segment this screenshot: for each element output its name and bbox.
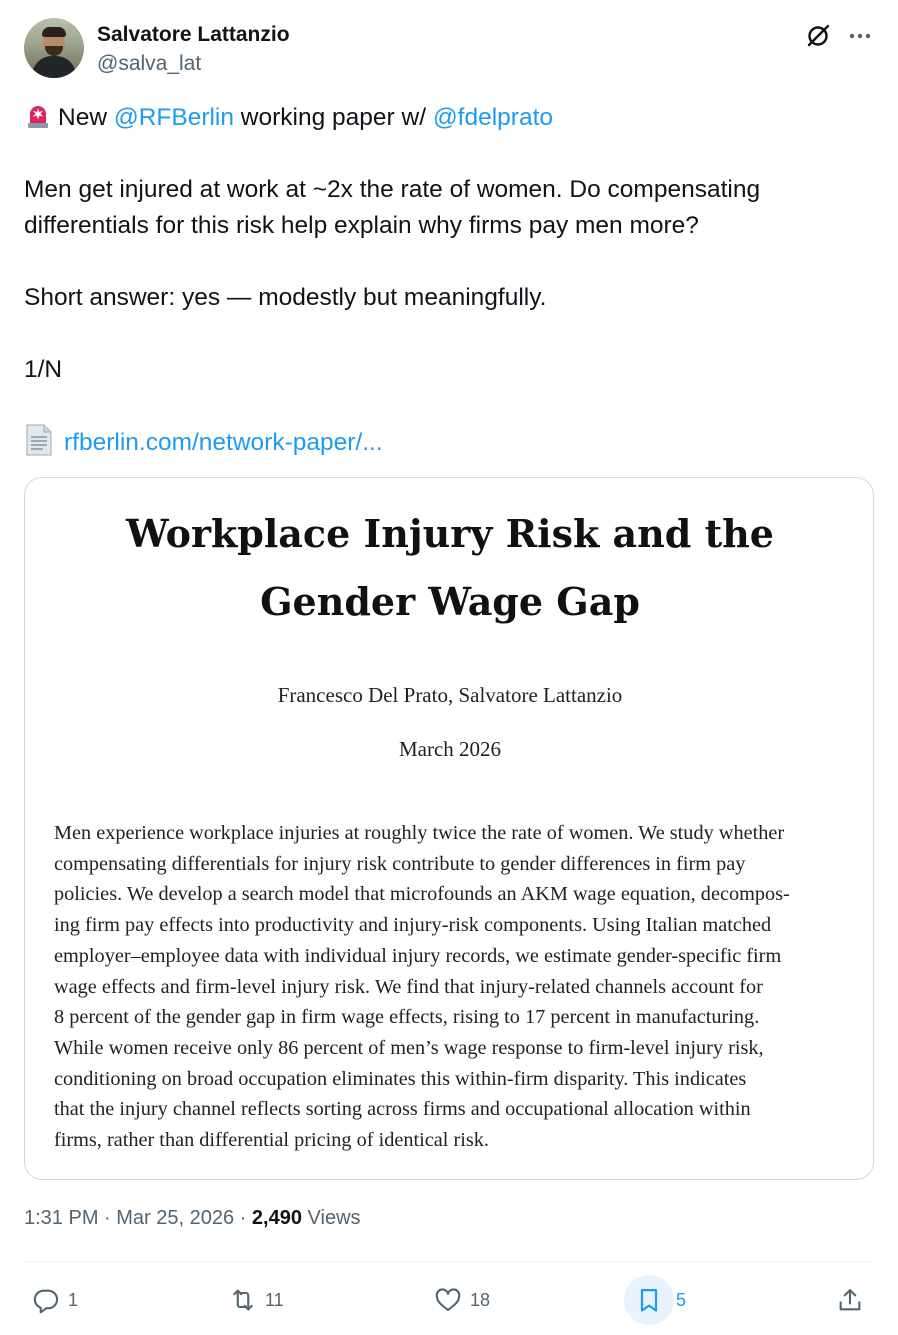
document-emoji-icon (24, 424, 54, 456)
like-icon (434, 1286, 462, 1314)
mention-fdelprato[interactable]: @fdelprato (432, 104, 554, 131)
tweet-text (24, 100, 874, 461)
tweet-para2-line2: differentials for this risk help explain why firms pay men more? (24, 212, 699, 239)
like-button[interactable] (434, 1276, 490, 1324)
views-label[interactable]: Views (301, 1207, 361, 1229)
tweet-para3: Short answer: yes — modestly but meaningfully. (24, 284, 547, 311)
tweet-meta (24, 1207, 361, 1230)
action-bar (24, 1276, 874, 1324)
tweet-para4: 1/N (24, 356, 63, 383)
tweet-header (24, 18, 874, 80)
tweet-date[interactable]: Mar 25, 2026 (116, 1207, 235, 1229)
share-icon (836, 1286, 864, 1314)
views-count[interactable]: 2,490 (251, 1207, 302, 1229)
bookmark-icon (635, 1286, 663, 1314)
paper-abstract (54, 818, 850, 1156)
abstract-line: policies. We develop a search model that microfounds an AKM wage equation, decompos- (54, 883, 790, 906)
abstract-line: Men experience workplace injuries at roughly twice the rate of women. We study whether (54, 822, 785, 844)
author-handle[interactable]: @salva_lat (97, 52, 202, 75)
like-count: 18 (470, 1289, 491, 1310)
abstract-line: 8 percent of the gender gap in firm wage effects, rising to 17 percent in manufacturing. (54, 1006, 760, 1029)
author-name[interactable]: Salvatore Lattanzio (97, 23, 290, 46)
grok-icon[interactable] (804, 22, 832, 50)
abstract-line: wage effects and firm-level injury risk. We find that injury-related channels account for (54, 975, 763, 998)
tweet-para2-line1: Men get injured at work at ~2x the rate of women. Do compensating (24, 176, 761, 203)
tweet-time[interactable]: 1:31 PM (24, 1207, 99, 1229)
meta-separator: · (234, 1207, 252, 1229)
abstract-line: employer–employee data with individual injury records, we estimate gender-specific firm (54, 944, 782, 967)
paper-image-card[interactable] (24, 477, 874, 1180)
paper-link[interactable]: rfberlin.com/network-paper/... (64, 429, 383, 456)
abstract-line: firms, rather than differential pricing of identical risk. (54, 1129, 489, 1152)
abstract-line: conditioning on broad occupation eliminates this within-firm disparity. This indicates (54, 1067, 747, 1090)
paper-title-line1: Workplace Injury Risk and the (126, 511, 774, 556)
meta-separator: · (98, 1207, 117, 1229)
divider (24, 1261, 874, 1262)
bookmark-button[interactable] (624, 1276, 686, 1324)
bookmark-count: 5 (676, 1289, 687, 1310)
abstract-line: that the injury channel reflects sorting across firms and occupational allocation within (54, 1098, 751, 1121)
tweet-link-line (24, 424, 874, 461)
avatar[interactable] (24, 18, 84, 78)
tweet-line1-pre: New (58, 104, 114, 131)
abstract-line: While women receive only 86 percent of men’s wage response to firm-level injury risk, (54, 1036, 764, 1059)
tweet-line1-mid: working paper w/ (234, 104, 433, 131)
more-icon[interactable] (846, 22, 874, 50)
reply-button[interactable] (32, 1276, 78, 1324)
repost-icon (229, 1286, 257, 1314)
abstract-line: compensating differentials for injury risk contribute to gender differences in firm pay (54, 852, 746, 875)
paper-title-line2: Gender Wage Gap (260, 579, 640, 624)
share-button[interactable] (836, 1276, 864, 1324)
abstract-line: ing firm pay effects into productivity and injury-risk components. Using Italian matched (54, 914, 772, 937)
paper-authors: Francesco Del Prato, Salvatore Lattanzio (277, 683, 623, 707)
reply-count: 1 (68, 1289, 79, 1310)
mention-rfberlin[interactable]: @RFBerlin (113, 104, 234, 131)
tweet-line-1 (24, 100, 874, 136)
repost-count: 11 (265, 1289, 284, 1310)
repost-button[interactable] (229, 1276, 284, 1324)
bookmark-highlight (624, 1275, 674, 1325)
paper-date: March 2026 (398, 737, 502, 761)
reply-icon (32, 1286, 60, 1314)
siren-emoji-icon (24, 101, 52, 129)
paper-title (25, 500, 874, 636)
